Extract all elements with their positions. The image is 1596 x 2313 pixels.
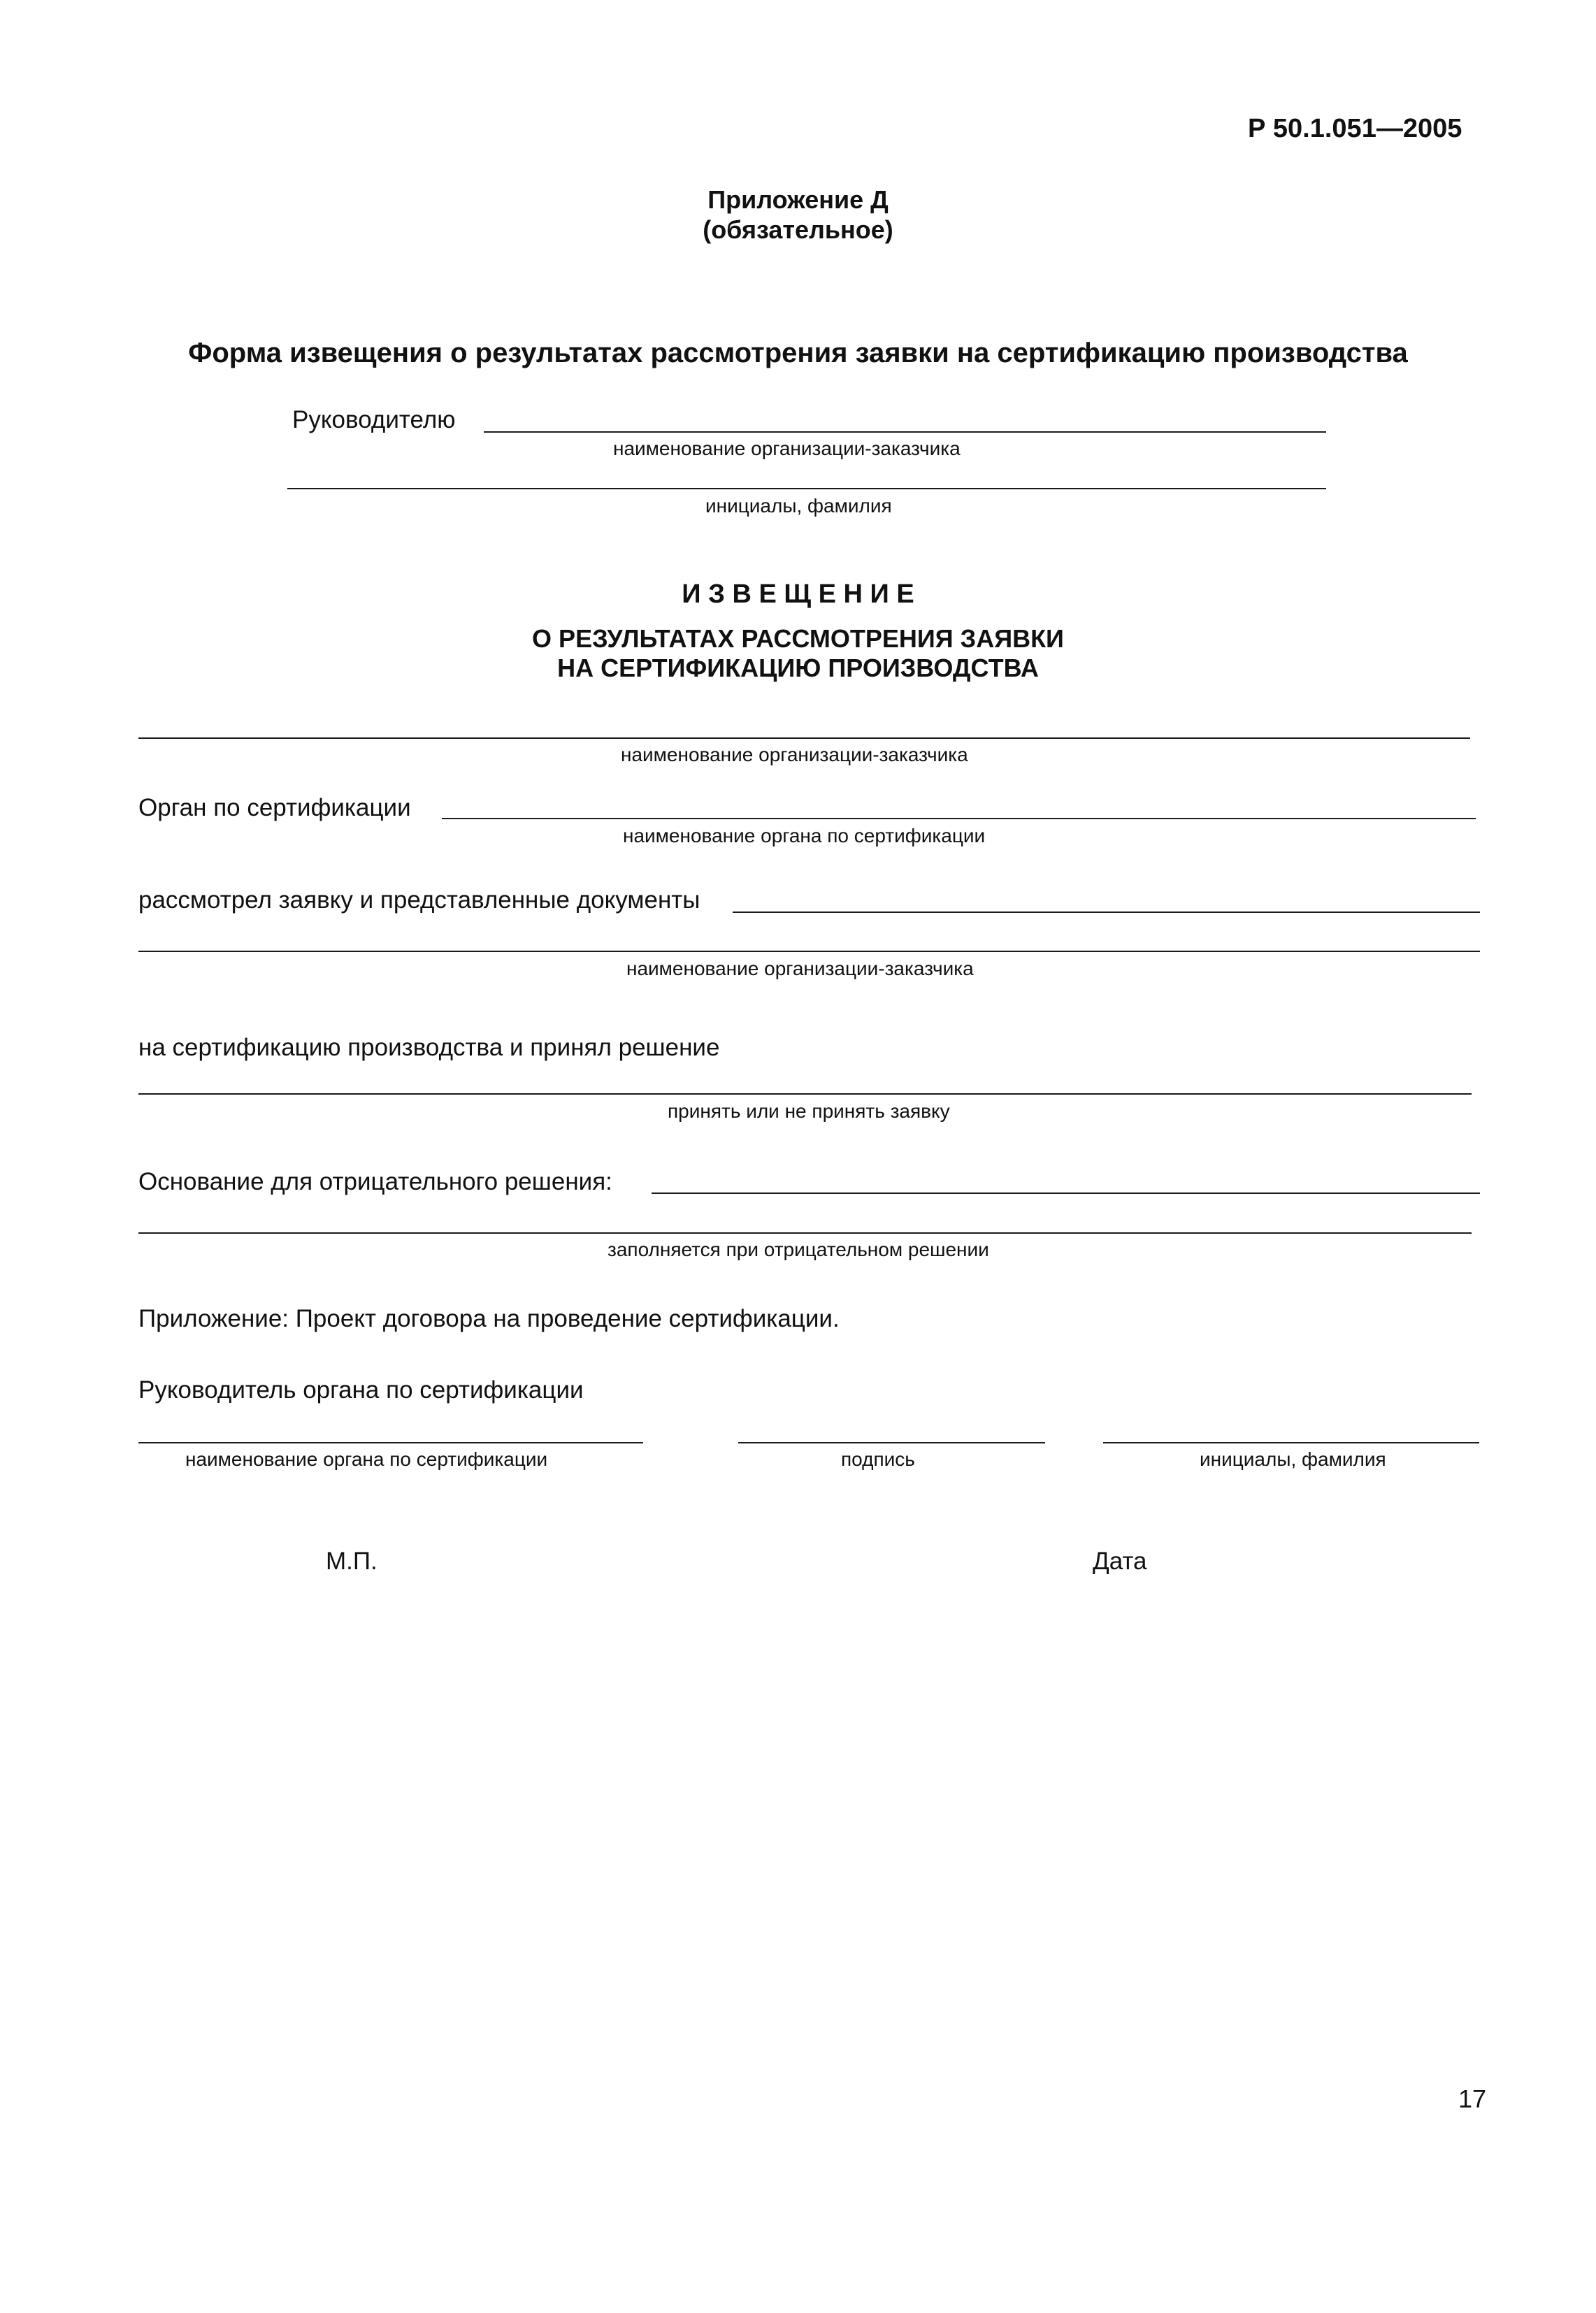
caption-org-customer: наименование организации-заказчика bbox=[613, 438, 961, 459]
reviewed-line[interactable] bbox=[733, 911, 1480, 913]
caption-org-customer-3: наименование организации-заказчика bbox=[626, 958, 974, 979]
notice-subtitle-line1: О РЕЗУЛЬТАТАХ РАССМОТРЕНИЯ ЗАЯВКИ bbox=[532, 624, 1064, 653]
cert-body-line[interactable] bbox=[442, 818, 1476, 819]
negative-basis-line-2[interactable] bbox=[138, 1232, 1472, 1234]
document-code: Р 50.1.051—2005 bbox=[1248, 114, 1462, 143]
addressee-org-line[interactable] bbox=[484, 431, 1326, 433]
sig-name-line[interactable] bbox=[1103, 1442, 1479, 1443]
date-label: Дата bbox=[1093, 1548, 1147, 1575]
caption-sig-cert-body: наименование органа по сертификации bbox=[185, 1448, 548, 1470]
reviewed-org-line[interactable] bbox=[138, 951, 1480, 952]
notice-subtitle-line2: НА СЕРТИФИКАЦИЮ ПРОИЗВОДСТВА bbox=[557, 654, 1039, 682]
customer-org-line[interactable] bbox=[138, 737, 1470, 739]
caption-initials-surname: инициалы, фамилия bbox=[705, 495, 892, 517]
addressee-name-line[interactable] bbox=[287, 488, 1326, 489]
appendix-status: (обязательное) bbox=[703, 215, 893, 244]
caption-org-customer-2: наименование организации-заказчика bbox=[621, 744, 968, 765]
attachment-text: Приложение: Проект договора на проведение сертификации. bbox=[138, 1305, 840, 1332]
addressee-label: Руководителю bbox=[292, 406, 456, 433]
stamp-label: М.П. bbox=[326, 1548, 378, 1575]
sig-signature-line[interactable] bbox=[738, 1442, 1045, 1443]
negative-basis-label: Основание для отрицательного решения: bbox=[138, 1168, 612, 1195]
sig-cert-body-line[interactable] bbox=[138, 1442, 643, 1443]
reviewed-label: рассмотрел заявку и представленные документы bbox=[138, 886, 700, 914]
decision-line[interactable] bbox=[138, 1093, 1472, 1095]
caption-negative: заполняется при отрицательном решении bbox=[608, 1239, 989, 1260]
appendix-title: Приложение Д bbox=[707, 185, 889, 214]
head-label: Руководитель органа по сертификации bbox=[138, 1376, 584, 1404]
caption-decision: принять или не принять заявку bbox=[668, 1100, 950, 1122]
page-number: 17 bbox=[1458, 2084, 1487, 2113]
decision-label: на сертификацию производства и принял решение bbox=[138, 1034, 720, 1061]
form-title: Форма извещения о результатах рассмотрения заявки на сертификацию производства bbox=[188, 338, 1408, 368]
caption-sig-name: инициалы, фамилия bbox=[1200, 1448, 1386, 1470]
negative-basis-line[interactable] bbox=[652, 1192, 1480, 1194]
notice-title: И З В Е Щ Е Н И Е bbox=[682, 579, 914, 609]
caption-signature: подпись bbox=[841, 1448, 915, 1470]
cert-body-label: Орган по сертификации bbox=[138, 794, 411, 821]
caption-cert-body: наименование органа по сертификации bbox=[623, 825, 986, 846]
